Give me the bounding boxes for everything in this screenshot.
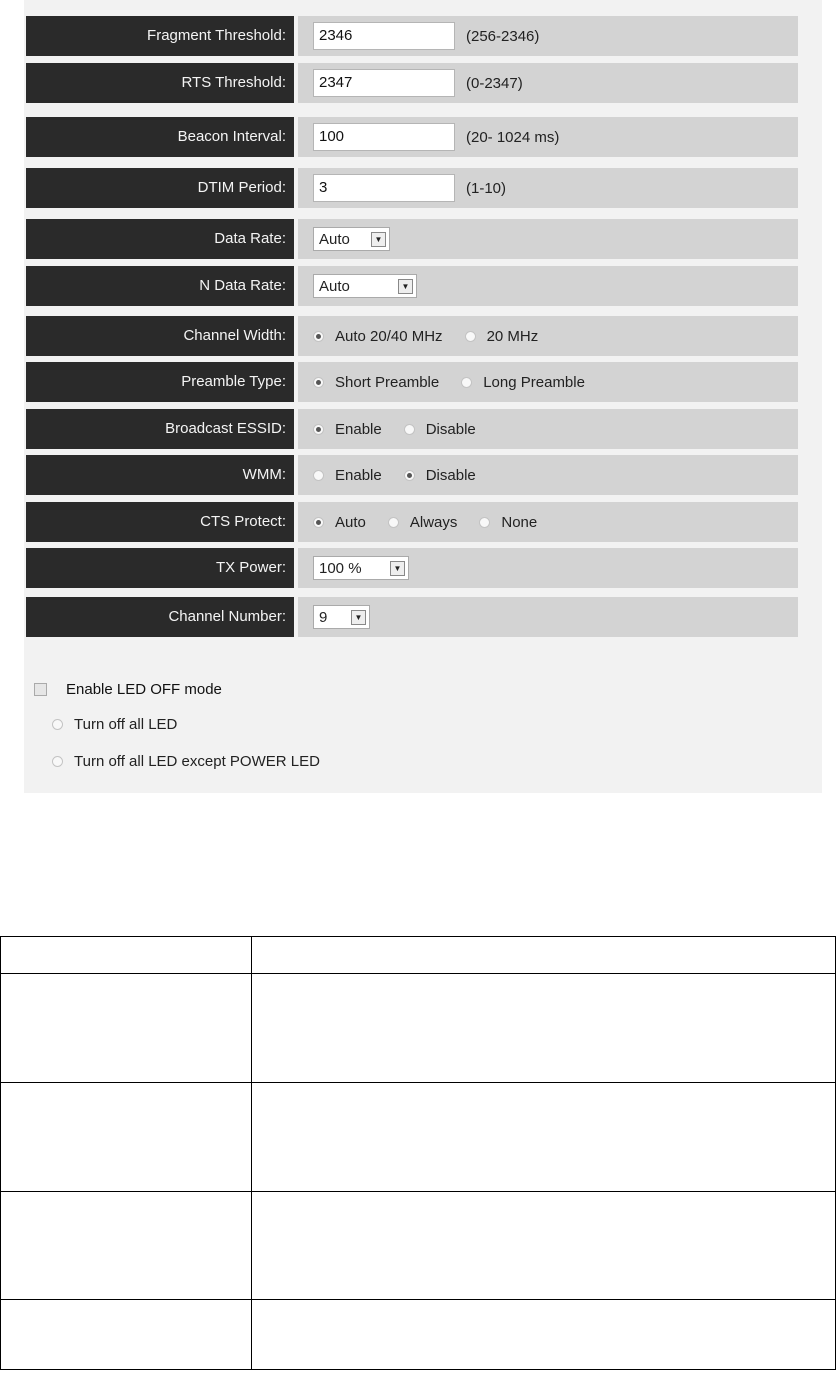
table-cell bbox=[1, 1083, 252, 1192]
fragment-threshold-label: Fragment Threshold: bbox=[26, 16, 294, 56]
preamble-long-option[interactable]: Long Preamble bbox=[461, 374, 585, 391]
chevron-down-icon[interactable]: ▼ bbox=[351, 610, 366, 625]
beacon-interval-label: Beacon Interval: bbox=[26, 117, 294, 157]
channel-number-value: 9 bbox=[319, 608, 328, 626]
led-off-mode-label: Enable LED OFF mode bbox=[66, 681, 222, 698]
fragment-threshold-row bbox=[26, 16, 798, 56]
rts-threshold-input[interactable]: 2347 bbox=[313, 69, 455, 97]
radio-icon[interactable] bbox=[313, 377, 324, 388]
table-row bbox=[1, 974, 836, 1083]
wmm-label: WMM: bbox=[26, 455, 294, 495]
radio-icon[interactable] bbox=[465, 331, 476, 342]
table-row bbox=[1, 1300, 836, 1370]
table-cell bbox=[252, 1192, 836, 1300]
tx-power-select[interactable] bbox=[313, 556, 409, 580]
preamble-type-label: Preamble Type: bbox=[26, 362, 294, 402]
preamble-type-row bbox=[26, 362, 798, 402]
radio-icon[interactable] bbox=[313, 424, 324, 435]
led-option-except-power[interactable]: Turn off all LED except POWER LED bbox=[52, 753, 320, 770]
channel-number-select[interactable] bbox=[313, 605, 370, 629]
chevron-down-icon[interactable]: ▼ bbox=[371, 232, 386, 247]
fragment-threshold-input[interactable]: 2346 bbox=[313, 22, 455, 50]
wmm-disable-option[interactable]: Disable bbox=[404, 467, 476, 484]
beacon-interval-range: (20- 1024 ms) bbox=[466, 128, 560, 146]
rts-threshold-row bbox=[26, 63, 798, 103]
rts-threshold-range: (0-2347) bbox=[466, 74, 523, 92]
radio-icon[interactable] bbox=[313, 331, 324, 342]
data-rate-select[interactable] bbox=[313, 227, 390, 251]
cts-protect-label: CTS Protect: bbox=[26, 502, 294, 542]
table-cell bbox=[252, 937, 836, 974]
channel-width-auto-option[interactable]: Auto 20/40 MHz bbox=[313, 328, 443, 345]
radio-icon[interactable] bbox=[404, 424, 415, 435]
tx-power-label: TX Power: bbox=[26, 548, 294, 588]
fragment-threshold-range: (256-2346) bbox=[466, 27, 540, 45]
table-row bbox=[1, 1192, 836, 1300]
n-data-rate-row bbox=[26, 266, 798, 306]
tx-power-row bbox=[26, 548, 798, 588]
dtim-period-input[interactable]: 3 bbox=[313, 174, 455, 202]
broadcast-essid-enable-option[interactable]: Enable bbox=[313, 421, 382, 438]
cts-protect-always-option[interactable]: Always bbox=[388, 514, 458, 531]
led-off-mode-checkbox-row[interactable] bbox=[34, 681, 222, 698]
radio-icon[interactable] bbox=[52, 719, 63, 730]
tx-power-value: 100 % bbox=[319, 559, 362, 577]
rts-threshold-label: RTS Threshold: bbox=[26, 63, 294, 103]
dtim-period-label: DTIM Period: bbox=[26, 168, 294, 208]
cts-protect-none-option[interactable]: None bbox=[479, 514, 537, 531]
radio-icon[interactable] bbox=[479, 517, 490, 528]
cts-protect-row bbox=[26, 502, 798, 542]
table-cell bbox=[252, 1300, 836, 1370]
channel-number-row bbox=[26, 597, 798, 637]
table-cell bbox=[1, 1300, 252, 1370]
n-data-rate-label: N Data Rate: bbox=[26, 266, 294, 306]
radio-icon[interactable] bbox=[313, 517, 324, 528]
table-header-row bbox=[1, 937, 836, 974]
table-cell bbox=[1, 1192, 252, 1300]
description-table bbox=[0, 936, 836, 1370]
radio-icon[interactable] bbox=[461, 377, 472, 388]
data-rate-value: Auto bbox=[319, 230, 350, 248]
chevron-down-icon[interactable]: ▼ bbox=[398, 279, 413, 294]
table-row bbox=[1, 1083, 836, 1192]
table-cell bbox=[252, 1083, 836, 1192]
radio-icon[interactable] bbox=[388, 517, 399, 528]
dtim-period-range: (1-10) bbox=[466, 179, 507, 197]
broadcast-essid-row bbox=[26, 409, 798, 449]
table-cell bbox=[1, 937, 252, 974]
dtim-period-row bbox=[26, 168, 798, 208]
beacon-interval-input[interactable]: 100 bbox=[313, 123, 455, 151]
radio-icon[interactable] bbox=[404, 470, 415, 481]
table-cell bbox=[252, 974, 836, 1083]
data-rate-row bbox=[26, 219, 798, 259]
checkbox-icon[interactable] bbox=[34, 683, 47, 696]
radio-icon[interactable] bbox=[52, 756, 63, 767]
wmm-row bbox=[26, 455, 798, 495]
table-cell bbox=[1, 974, 252, 1083]
beacon-interval-row bbox=[26, 117, 798, 157]
wmm-enable-option[interactable]: Enable bbox=[313, 467, 382, 484]
chevron-down-icon[interactable]: ▼ bbox=[390, 561, 405, 576]
broadcast-essid-label: Broadcast ESSID: bbox=[26, 409, 294, 449]
advanced-wireless-settings-panel bbox=[24, 0, 822, 793]
channel-width-20mhz-option[interactable]: 20 MHz bbox=[465, 328, 539, 345]
led-option-all[interactable]: Turn off all LED bbox=[52, 716, 177, 733]
channel-number-label: Channel Number: bbox=[26, 597, 294, 637]
n-data-rate-value: Auto bbox=[319, 277, 350, 295]
channel-width-label: Channel Width: bbox=[26, 316, 294, 356]
radio-icon[interactable] bbox=[313, 470, 324, 481]
channel-width-row bbox=[26, 316, 798, 356]
broadcast-essid-disable-option[interactable]: Disable bbox=[404, 421, 476, 438]
preamble-short-option[interactable]: Short Preamble bbox=[313, 374, 439, 391]
n-data-rate-select[interactable] bbox=[313, 274, 417, 298]
cts-protect-auto-option[interactable]: Auto bbox=[313, 514, 366, 531]
data-rate-label: Data Rate: bbox=[26, 219, 294, 259]
